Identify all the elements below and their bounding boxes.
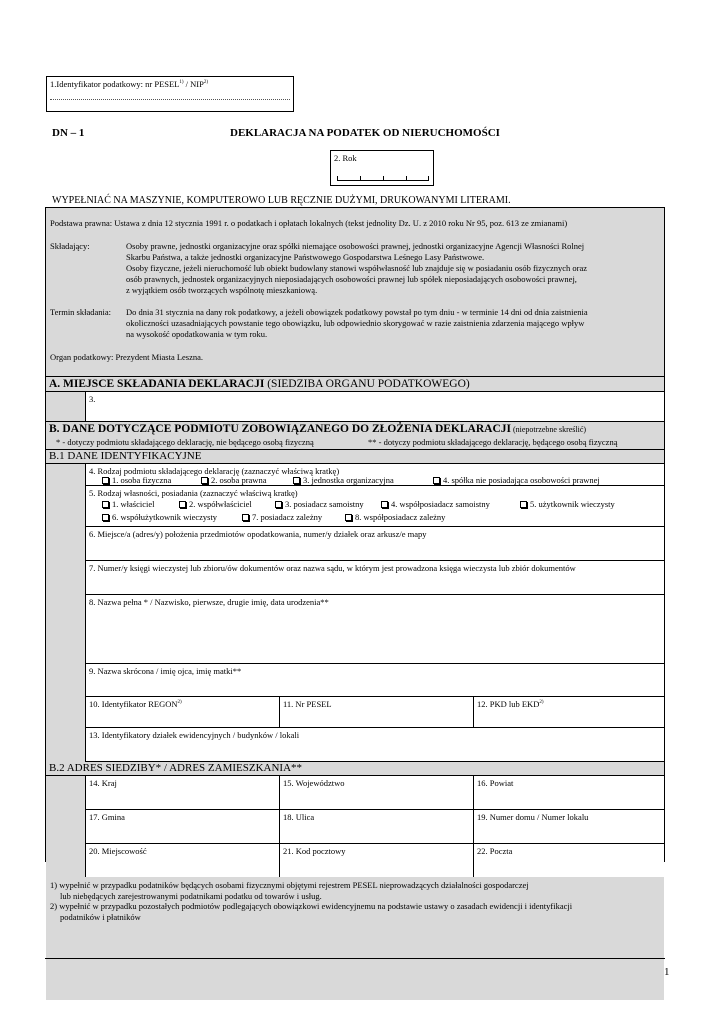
f5-option-5[interactable]: 5. użytkownik wieczysty <box>520 499 615 509</box>
year-digit-ticks[interactable] <box>337 175 429 181</box>
deadline-line-2: okoliczności uzasadniających powstanie tego obowiązku, lub odpowiednio skorygować w razie zaistnienia zdarzenia mającego wpływ <box>126 318 585 328</box>
section-b-note-legal-person: * - dotyczy podmiotu składającego deklarację, nie będącego osobą fizyczną <box>56 437 314 447</box>
field-12-label: 12. PKD lub EKD$^{2)}$ <box>477 699 544 709</box>
tax-authority: Organ podatkowy: Prezydent Miasta Leszna. <box>50 352 204 362</box>
footnote-1-line-2: lub niebędących zarejestrowanymi podatnikami podatku od towarów i usług. <box>60 890 322 901</box>
field-6-property-location[interactable] <box>85 527 664 561</box>
checkbox-icon[interactable] <box>520 501 527 508</box>
filers-line-5: z wyjątkiem osób tworzących wspólnotę mieszkaniową. <box>126 285 318 295</box>
taxpayer-identifier-field[interactable] <box>46 76 294 112</box>
fill-instructions: WYPEŁNIAĆ NA MASZYNIE, KOMPUTEROWO LUB RĘCZNIE DUŻYMI, DRUKOWANYMI LITERAMI. <box>52 195 511 206</box>
footnote-2-line-1: 2) wypełnić w przypadku pozostałych podmiotów podlegających obowiązkowi ewidencyjnemu na podstawie ustawy o zasadach ewidencji i identyfikacji <box>50 901 573 911</box>
f4-option-1[interactable]: 1. osoba fizyczna <box>102 475 171 485</box>
f5-option-7[interactable]: 7. posiadacz zależny <box>242 512 322 522</box>
field-4-entity-type <box>85 464 664 486</box>
field-12-pkd-ekd[interactable] <box>473 697 664 728</box>
filers-line-3: Osoby fizyczne, jeżeli nieruchomość lub obiekt budowlany stanowi współwłasność lub znajduje się w posiadaniu osób fizycznych oraz <box>126 263 588 273</box>
deadline-label: Termin składania: <box>50 307 112 317</box>
identifier-input-line[interactable] <box>50 99 290 100</box>
checkbox-icon[interactable] <box>201 477 208 484</box>
field-15-voivodeship[interactable] <box>279 776 473 810</box>
section-b-header <box>46 422 664 450</box>
field-4-label: 4. Rodzaj podmiotu składającego deklarację (zaznaczyć właściwą kratkę) <box>89 466 340 476</box>
field-16-label: 16. Powiat <box>477 778 514 788</box>
legal-basis: Podstawa prawna: Ustawa z dnia 12 stycznia 1991 r. o podatkach i opłatach lokalnych (tekst jednolity Dz. U. z 2010 roku Nr 95, poz. 613 ze zmianami) <box>50 218 568 228</box>
field-3-place-of-filing[interactable] <box>85 392 664 421</box>
field-20-label: 20. Miejscowość <box>89 846 147 856</box>
f4-option-4[interactable]: 4. spółka nie posiadająca osobowości prawnej <box>433 475 600 485</box>
section-b1-header: B.1 DANE IDENTYFIKACYJNE <box>46 450 664 464</box>
checkbox-icon[interactable] <box>102 514 109 521</box>
field-14-label: 14. Kraj <box>89 778 117 788</box>
checkbox-icon[interactable] <box>102 501 109 508</box>
deadline-line-1: Do dnia 31 stycznia na dany rok podatkowy, a jeżeli obowiązek podatkowy powstał po tym dniu - w terminie 14 dni od dnia zaistnienia <box>126 307 588 317</box>
f5-option-6[interactable]: 6. współużytkownik wieczysty <box>102 512 217 522</box>
field-21-postal-code[interactable] <box>279 844 473 877</box>
field-22-label: 22. Poczta <box>477 846 513 856</box>
field-10-label: 10. Identyfikator REGON$^{2)}$ <box>89 699 182 709</box>
footnote-2-line-2: podatników i płatników <box>60 911 141 922</box>
field-19-house-number[interactable] <box>473 810 664 844</box>
field-7-label: 7. Numer/y księgi wieczystej lub zbioru/ów dokumentów oraz nazwa sądu, w którym jest prowadzona księga wieczysta lub zbiór dokumentów <box>89 563 576 573</box>
field-9-short-name[interactable] <box>85 664 664 697</box>
deadline-line-3: na wysokość opodatkowania w tym roku. <box>126 329 268 339</box>
f5-option-3[interactable]: 3. posiadacz samoistny <box>275 499 364 509</box>
checkbox-icon[interactable] <box>242 514 249 521</box>
checkbox-icon[interactable] <box>381 501 388 508</box>
checkbox-icon[interactable] <box>275 501 282 508</box>
f4-option-3[interactable]: 3. jednostka organizacyjna <box>293 475 394 485</box>
field-21-label: 21. Kod pocztowy <box>283 846 346 856</box>
year-field[interactable] <box>330 150 434 186</box>
year-label: 2. Rok <box>334 153 357 163</box>
identifier-label: 1.Identyfikator podatkowy: nr PESEL$^{1)}$ / NIP$^{2)}$ <box>50 79 209 89</box>
form-title: DEKLARACJA NA PODATEK OD NIERUCHOMOŚCI <box>230 127 500 139</box>
filers-line-4: osób prawnych, jednostek organizacyjnych nieposiadających osobowości prawnej lub spółek nieposiadających osobowości prawnej, <box>126 274 577 284</box>
field-11-label: 11. Nr PESEL <box>283 699 332 709</box>
field-16-county[interactable] <box>473 776 664 810</box>
checkbox-icon[interactable] <box>293 477 300 484</box>
field-5-ownership-type <box>85 486 664 527</box>
field-17-label: 17. Gmina <box>89 812 125 822</box>
declaration-form <box>45 207 665 862</box>
field-6-label: 6. Miejsce/a (adres/y) położenia przedmiotów opodatkowania, numer/y działek oraz arkusz/e mapy <box>89 529 427 539</box>
field-8-full-name[interactable] <box>85 595 664 664</box>
section-a-header: A. MIEJSCE SKŁADANIA DEKLARACJI (SIEDZIBA ORGANU PODATKOWEGO) <box>46 377 664 392</box>
field-3-label: 3. <box>89 394 96 404</box>
field-13-label: 13. Identyfikatory działek ewidencyjnych / budynków / lokali <box>89 730 300 740</box>
footer-divider <box>45 958 665 959</box>
filers-line-1: Osoby prawne, jednostki organizacyjne oraz spółki niemające osobowości prawnej, jednostki organizacyjne Agencji Własności Rolnej <box>126 241 585 251</box>
f4-option-2[interactable]: 2. osoba prawna <box>201 475 266 485</box>
section-b-note-natural-person: ** - dotyczy podmiotu składającego deklarację, będącego osobą fizyczną <box>368 437 618 447</box>
legal-info-block <box>46 208 664 377</box>
section-b2-header: B.2 ADRES SIEDZIBY* / ADRES ZAMIESZKANIA** <box>46 762 664 776</box>
checkbox-icon[interactable] <box>179 501 186 508</box>
field-5-label: 5. Rodzaj własności, posiadania (zaznaczyć właściwą kratkę) <box>89 488 298 498</box>
field-20-city[interactable] <box>85 844 279 877</box>
footnotes <box>50 880 670 922</box>
section-a-row <box>46 392 664 422</box>
form-code: DN – 1 <box>52 127 85 139</box>
filers-label: Składający: <box>50 241 90 251</box>
f5-option-2[interactable]: 2. współwłaściciel <box>179 499 252 509</box>
field-18-label: 18. Ulica <box>283 812 315 822</box>
f5-option-1[interactable]: 1. właściciel <box>102 499 154 509</box>
field-7-land-register[interactable] <box>85 561 664 595</box>
field-10-regon[interactable] <box>85 697 279 728</box>
field-18-street[interactable] <box>279 810 473 844</box>
field-8-label: 8. Nazwa pełna * / Nazwisko, pierwsze, drugie imię, data urodzenia** <box>89 597 329 607</box>
field-9-label: 9. Nazwa skrócona / imię ojca, imię matki** <box>89 666 242 676</box>
field-11-pesel[interactable] <box>279 697 473 728</box>
footnote-1-line-1: 1) wypełnić w przypadku podatników będących osobami fizycznymi objętymi rejestrem PESEL nieprowadzących działalności gospodarczej <box>50 880 529 890</box>
checkbox-icon[interactable] <box>102 477 109 484</box>
field-19-label: 19. Numer domu / Numer lokalu <box>477 812 589 822</box>
page-number: 1 <box>664 966 670 978</box>
field-14-country[interactable] <box>85 776 279 810</box>
f5-option-8[interactable]: 8. współposiadacz zależny <box>345 512 445 522</box>
filers-line-2: Skarbu Państwa, a także jednostki organizacyjne Państwowego Gospodarstwa Leśnego Lasy Państwowe. <box>126 252 485 262</box>
checkbox-icon[interactable] <box>433 477 440 484</box>
f5-option-4[interactable]: 4. współposiadacz samoistny <box>381 499 490 509</box>
field-13-parcel-identifiers[interactable] <box>85 728 664 762</box>
section-b-title: B. DANE DOTYCZĄCE PODMIOTU ZOBOWIĄZANEGO DO ZŁOŻENIA DEKLARACJI <box>49 423 511 435</box>
field-22-post-office[interactable] <box>473 844 664 877</box>
checkbox-icon[interactable] <box>345 514 352 521</box>
field-17-commune[interactable] <box>85 810 279 844</box>
section-b-note: (niepotrzebne skreślić) <box>510 425 587 434</box>
field-15-label: 15. Województwo <box>283 778 345 788</box>
